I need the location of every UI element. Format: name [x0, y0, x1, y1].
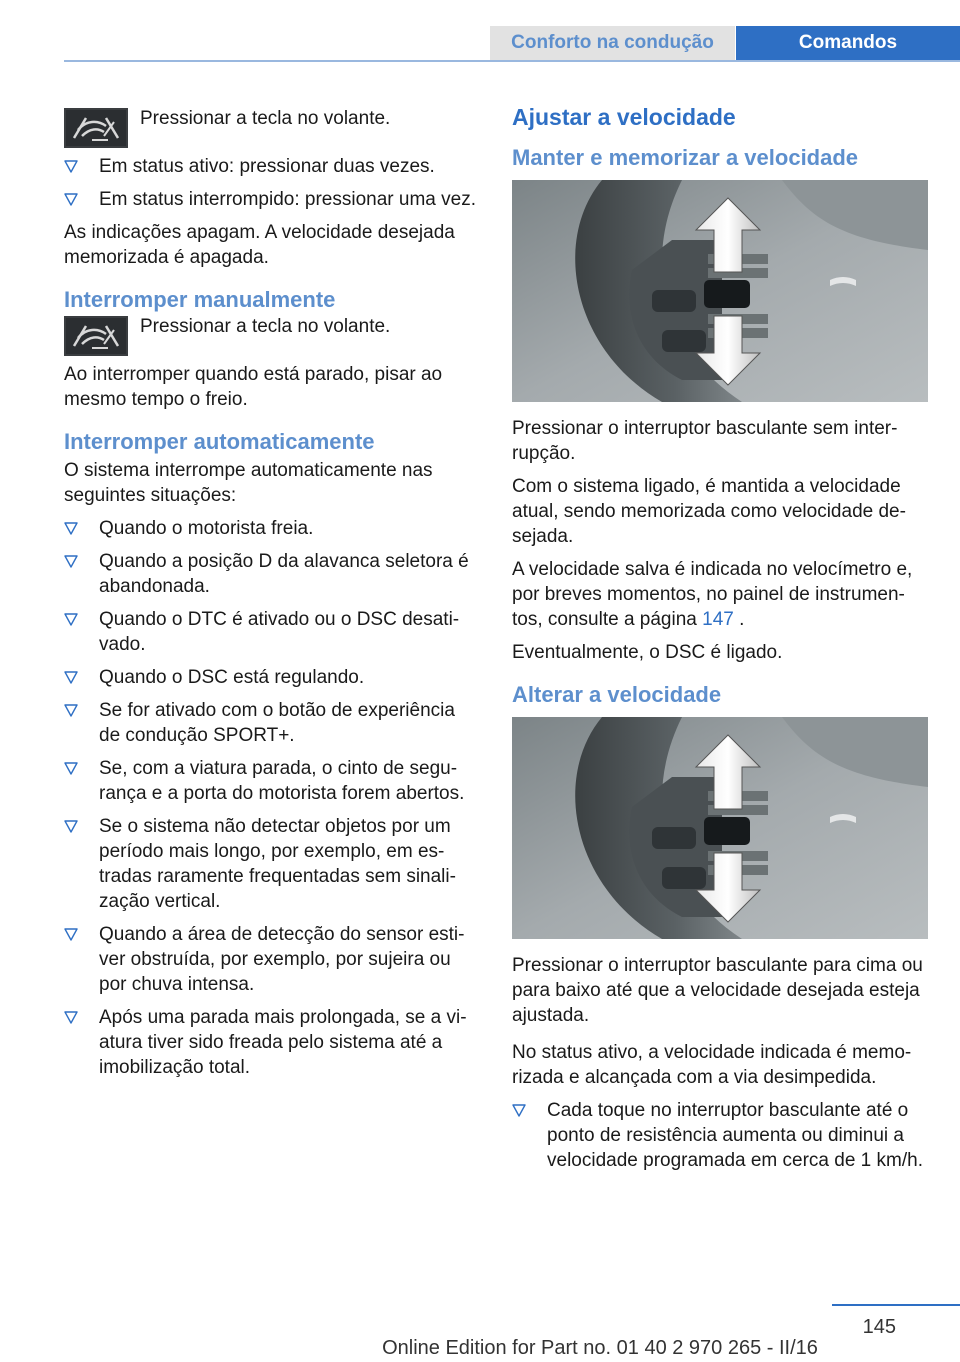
paragraph: Eventualmente, o DSC é ligado.	[512, 642, 783, 663]
heading-keep-speed: Manter e memorizar a velocidade	[512, 145, 859, 170]
heading-auto-interrupt: Interromper automaticamente	[64, 429, 375, 454]
triangle-bullet-icon	[64, 820, 78, 833]
steering-wheel-rocker-photo	[512, 717, 928, 939]
press-key-text: Pressionar a tecla no volante.	[140, 316, 391, 337]
cruise-control-key-icon	[64, 316, 128, 356]
paragraph: Pressionar o interruptor basculante sem inter‐rupção.	[512, 418, 898, 464]
steering-wheel-rocker-photo	[512, 180, 928, 402]
paragraph: No status ativo, a velocidade indicada é memo‐rizada e alcançada com a via desimpedida.	[512, 1042, 912, 1088]
page-header	[0, 0, 960, 62]
paragraph: O sistema interrompe automaticamente nas seguintes situações:	[64, 460, 433, 506]
list-item: Em status ativo: pressionar duas vezes.	[64, 154, 480, 179]
paragraph: As indicações apagam. A velocidade desejada memorizada é apagada.	[64, 222, 455, 268]
paragraph: A velocidade salva é indicada no velocímetro e, por breves momentos, no painel de instrumen‐tos, consulte a página 147 .	[512, 559, 913, 630]
edition-note: Online Edition for Part no. 01 40 2 970 265 - II/16	[382, 1337, 818, 1359]
triangle-bullet-icon	[64, 555, 78, 568]
status-bullet-list	[64, 154, 480, 212]
triangle-bullet-icon	[64, 928, 78, 941]
triangle-bullet-icon	[512, 1104, 526, 1117]
triangle-bullet-icon	[64, 704, 78, 717]
list-item: Se, com a viatura parada, o cinto de segu‐rança e a porta do motorista forem abertos.	[64, 756, 480, 806]
heading-adjust-speed: Ajustar a velocidade	[512, 104, 736, 130]
step-bullet-list	[512, 1098, 928, 1173]
press-key-instruction	[64, 306, 480, 350]
list-item: Quando o DTC é ativado ou o DSC desati‐vado.	[64, 607, 480, 657]
auto-interrupt-list	[64, 516, 480, 1080]
list-item: Em status interrompido: pressionar uma vez.	[64, 187, 480, 212]
cruise-control-key-icon	[64, 108, 128, 148]
heading-change-speed: Alterar a velocidade	[512, 682, 722, 707]
section-tab: Conforto na condução	[490, 26, 735, 60]
triangle-bullet-icon	[64, 1011, 78, 1024]
list-item: Quando a área de detecção do sensor esti‐ver obstruída, por exemplo, por sujeira ou por chuva intensa.	[64, 922, 480, 997]
paragraph: Pressionar o interruptor basculante para cima ou para baixo até que a velocidade desejada esteja ajustada.	[512, 955, 923, 1026]
heading-manual-interrupt: Interromper manualmente	[64, 287, 336, 312]
triangle-bullet-icon	[64, 522, 78, 535]
paragraph: Ao interromper quando está parado, pisar ao mesmo tempo o freio.	[64, 364, 443, 410]
triangle-bullet-icon	[64, 613, 78, 626]
page-number: 145	[862, 1316, 896, 1338]
footer-rule	[832, 1304, 960, 1306]
triangle-bullet-icon	[64, 762, 78, 775]
page-reference-link[interactable]: 147	[702, 609, 734, 630]
press-key-text: Pressionar a tecla no volante.	[140, 108, 391, 129]
triangle-bullet-icon	[64, 193, 78, 206]
triangle-bullet-icon	[64, 160, 78, 173]
left-column	[64, 98, 480, 1088]
paragraph: Com o sistema ligado, é mantida a velocidade atual, sendo memorizada como velocidade de‐sejada.	[512, 476, 906, 547]
chapter-tab: Comandos	[736, 26, 960, 60]
list-item: Cada toque no interruptor basculante até o ponto de resistência aumenta ou diminui a velocidade programada em cerca de 1 km/h.	[512, 1098, 928, 1173]
press-key-instruction	[64, 98, 480, 142]
list-item: Após uma parada mais prolongada, se a vi‐atura tiver sido freada pelo sistema até a imobilização total.	[64, 1005, 480, 1080]
list-item: Se for ativado com o botão de experiência de condução SPORT+.	[64, 698, 480, 748]
header-rule	[64, 60, 960, 62]
triangle-bullet-icon	[64, 671, 78, 684]
list-item: Quando o motorista freia.	[64, 516, 480, 541]
list-item: Se o sistema não detectar objetos por um período mais longo, por exemplo, em es‐tradas raramente frequentadas sem sinali‐zação vertical.	[64, 814, 480, 914]
right-column	[512, 98, 928, 1181]
list-item: Quando o DSC está regulando.	[64, 665, 480, 690]
list-item: Quando a posição D da alavanca seletora é abandonada.	[64, 549, 480, 599]
